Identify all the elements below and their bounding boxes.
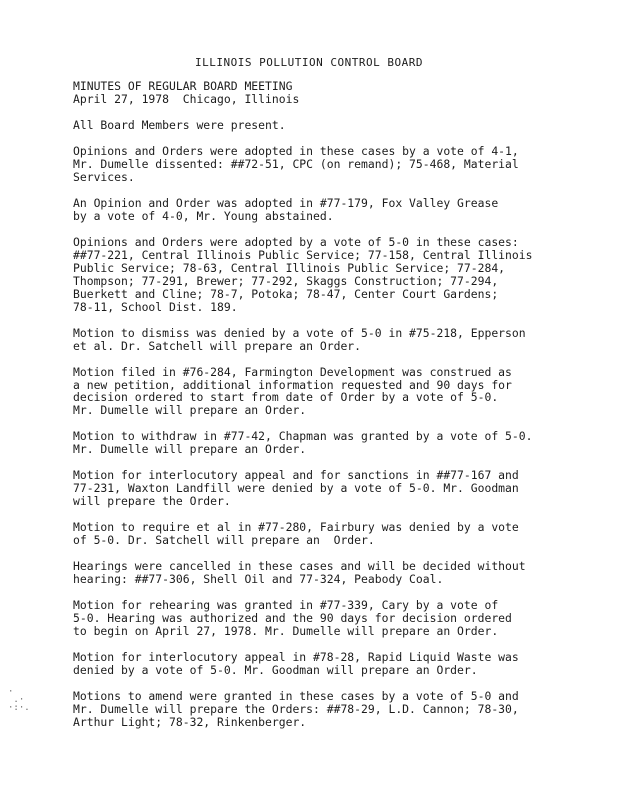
paragraph-line: a new petition, additional information requested and 90 days for (73, 377, 512, 392)
minutes-paragraph (73, 366, 553, 418)
minutes-paragraph (73, 236, 553, 313)
heading-line: MINUTES OF REGULAR BOARD MEETING (73, 79, 293, 93)
margin-scan-marks: · .· ·:·. (8, 687, 30, 713)
paragraph-line: Mr. Dumelle dissented: ##72-51, CPC (on remand); 75-468, Material (73, 157, 519, 171)
minutes-paragraph (73, 119, 553, 132)
paragraph-line: Services. (73, 169, 135, 184)
paragraph-line: Buerkett and Cline; 78-7, Potoka; 78-47, Center Court Gardens; (73, 286, 499, 301)
paragraph-line: Arthur Light; 78-32, Rinkenberger. (73, 715, 307, 730)
paragraph-line: All Board Members were present. (73, 118, 286, 132)
minutes-paragraph (73, 327, 553, 353)
paragraph-line: Mr. Dumelle will prepare the Orders: ##78-29, L.D. Cannon; 78-30, (73, 702, 519, 717)
heading-date-line: April 27, 1978 Chicago, Illinois (73, 91, 300, 106)
paragraph-line: Thompson; 77-291, Brewer; 77-292, Skaggs Construction; 77-294, (73, 273, 499, 288)
paragraph-line: Motion for interlocutory appeal and for sanctions in ##77-167 and (73, 468, 519, 483)
paragraph-line: Motion for interlocutory appeal in #78-28, Rapid Liquid Waste was (73, 650, 519, 665)
minutes-body (73, 80, 553, 742)
paragraph-line: Mr. Dumelle will prepare an Order. (73, 403, 307, 418)
minutes-paragraph (73, 599, 553, 638)
minutes-paragraphs (73, 119, 553, 729)
minutes-paragraph (73, 521, 553, 547)
paragraph-line: Opinions and Orders were adopted by a vote of 5-0 in these cases: (73, 235, 519, 249)
paragraph-line: Public Service; 78-63, Central Illinois Public Service; 77-284, (73, 260, 506, 275)
minutes-paragraph (73, 197, 553, 223)
paragraph-line: 5-0. Hearing was authorized and the 90 days for decision ordered (73, 611, 512, 626)
minutes-paragraph (73, 690, 553, 729)
paragraph-line: of 5-0. Dr. Satchell will prepare an Order. (73, 533, 375, 548)
paragraph-line: Hearings were cancelled in these cases and will be decided without (73, 559, 526, 574)
paragraph-line: Motions to amend were granted in these cases by a vote of 5-0 and (73, 689, 519, 704)
paragraph-line: Motion for rehearing was granted in #77-339, Cary by a vote of (73, 598, 499, 613)
document-title: ILLINOIS POLLUTION CONTROL BOARD (195, 56, 423, 69)
paragraph-line: Motion to dismiss was denied by a vote of 5-0 in #75-218, Epperson (73, 325, 526, 340)
paragraph-line: Motion filed in #76-284, Farmington Development was construed as (73, 364, 512, 379)
paragraph-line: denied by a vote of 5-0. Mr. Goodman will prepare an Order. (73, 663, 478, 678)
paragraph-line: 77-231, Waxton Landfill were denied by a vote of 5-0. Mr. Goodman (73, 481, 519, 496)
paragraph-line: et al. Dr. Satchell will prepare an Order. (73, 338, 362, 353)
paragraph-line: Motion to withdraw in #77-42, Chapman was granted by a vote of 5-0. (73, 429, 533, 444)
minutes-paragraph (73, 469, 553, 508)
paragraph-line: Mr. Dumelle will prepare an Order. (73, 442, 307, 457)
paragraph-line: hearing: ##77-306, Shell Oil and 77-324, Peabody Coal. (73, 572, 444, 587)
minutes-paragraph (73, 145, 553, 184)
paragraph-line: ##77-221, Central Illinois Public Service; 77-158, Central Illinois (73, 247, 533, 262)
minutes-paragraph (73, 651, 553, 677)
minutes-paragraph (73, 560, 553, 586)
paragraph-line: decision ordered to start from date of Order by a vote of 5-0. (73, 390, 499, 405)
paragraph-line: by a vote of 4-0, Mr. Young abstained. (73, 208, 334, 223)
paragraph-line: 78-11, School Dist. 189. (73, 299, 238, 314)
meeting-heading (73, 80, 553, 106)
paragraph-line: to begin on April 27, 1978. Mr. Dumelle will prepare an Order. (73, 624, 499, 639)
minutes-paragraph (73, 430, 553, 456)
paragraph-line: Opinions and Orders were adopted in these cases by a vote of 4-1, (73, 144, 519, 159)
paragraph-line: Motion to require et al in #77-280, Fairbury was denied by a vote (73, 520, 519, 535)
paragraph-line: An Opinion and Order was adopted in #77-179, Fox Valley Grease (73, 196, 499, 210)
paragraph-line: will prepare the Order. (73, 494, 231, 509)
